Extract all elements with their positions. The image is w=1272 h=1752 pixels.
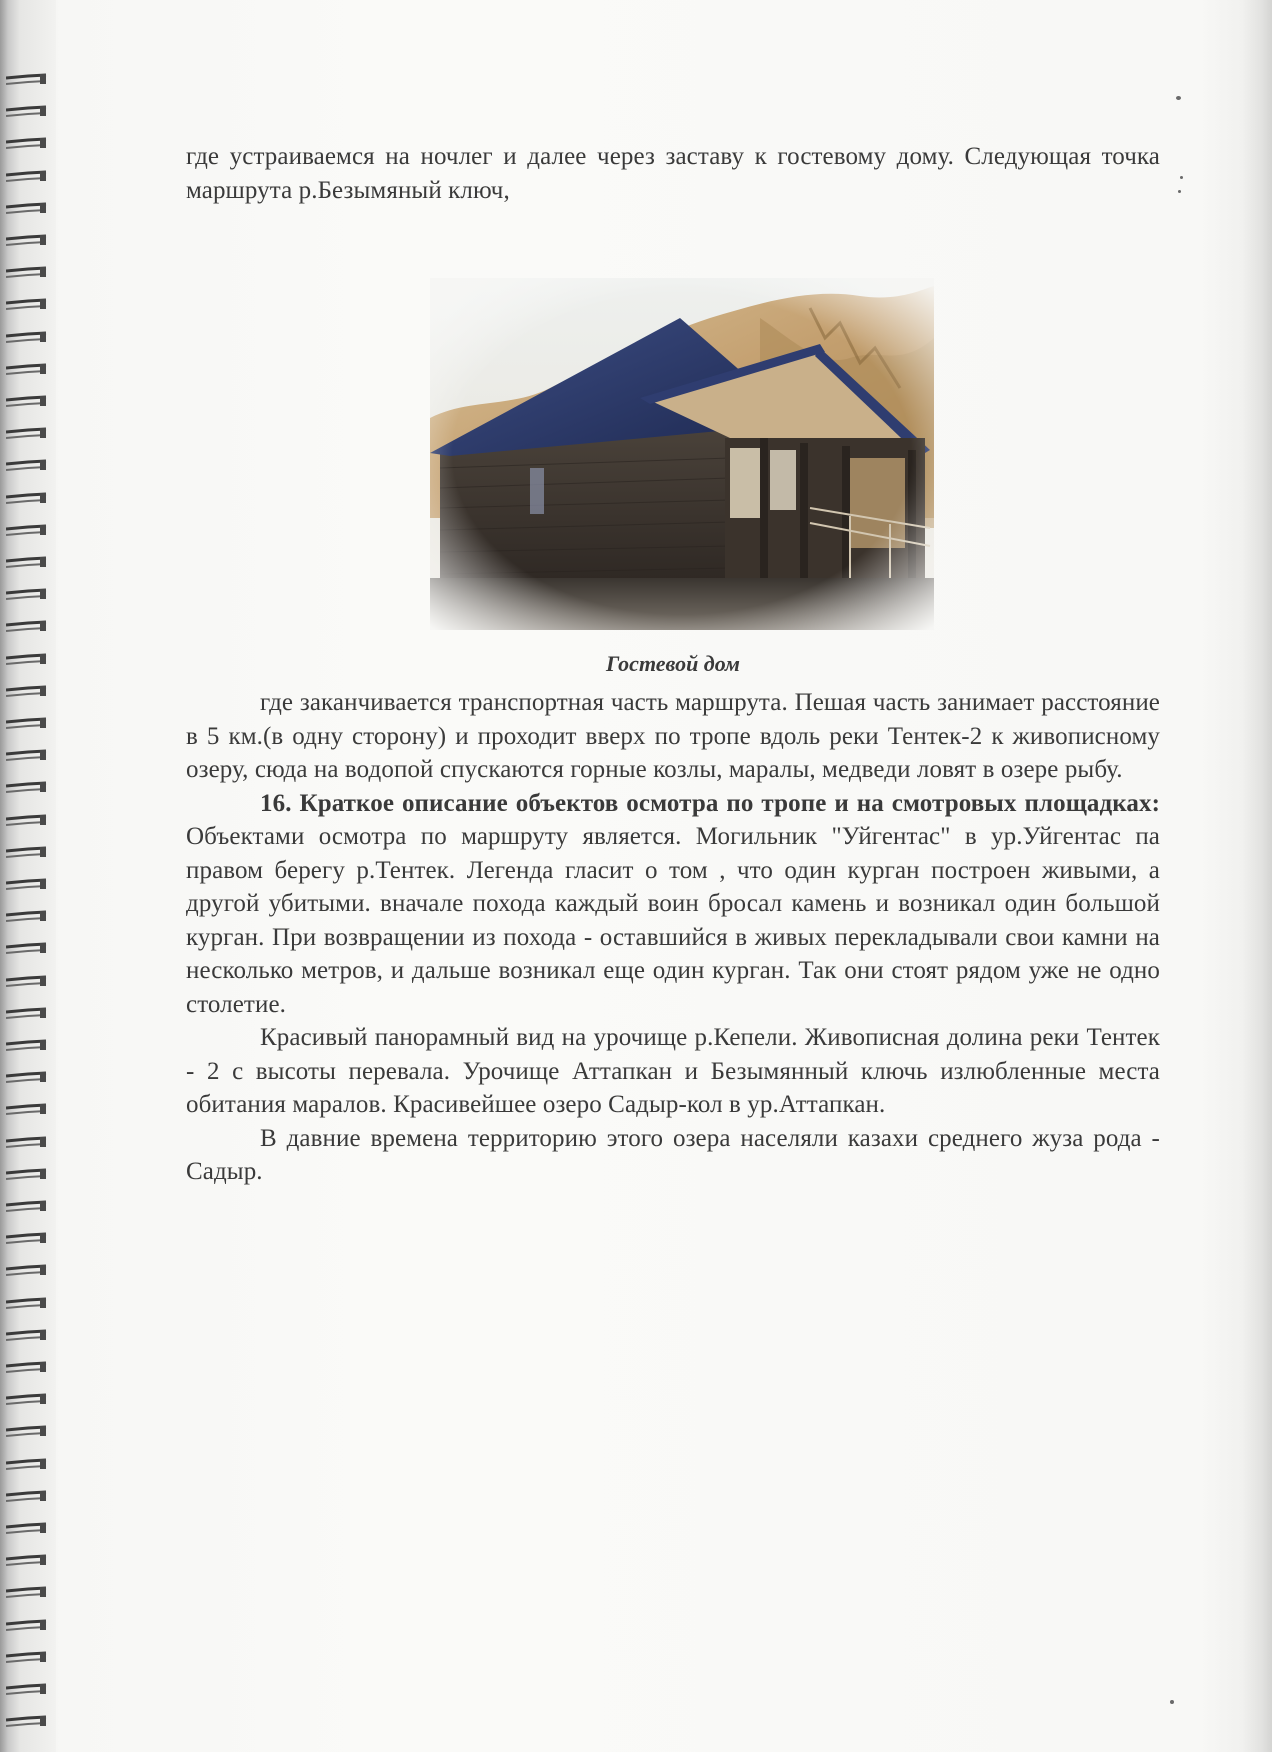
binding-ring xyxy=(6,458,50,474)
binding-ring xyxy=(6,1682,50,1698)
binding-ring xyxy=(6,201,50,217)
binding-ring xyxy=(6,491,50,507)
binding-ring xyxy=(6,1424,50,1440)
binding-ring xyxy=(6,941,50,957)
binding-ring xyxy=(6,845,50,861)
binding-ring xyxy=(6,1006,50,1022)
binding-ring xyxy=(6,265,50,281)
binding-ring xyxy=(6,1038,50,1054)
paragraph-4: Красивый панорамный вид на урочище р.Кепели. Живописная долина реки Тентек - 2 с высоты перевала. Урочище Аттапкан и Безымянный ключь излюбленные места обитания маралов. Красивейшее озеро Садыр-кол в ур.Аттапкан. xyxy=(186,1024,1160,1118)
binding-ring xyxy=(6,1489,50,1505)
scan-speck xyxy=(1170,1700,1174,1704)
binding-ring xyxy=(6,1199,50,1215)
binding-ring xyxy=(6,1360,50,1376)
spiral-binding xyxy=(0,0,56,1752)
binding-ring xyxy=(6,813,50,829)
binding-ring xyxy=(6,169,50,185)
binding-ring xyxy=(6,780,50,796)
binding-ring xyxy=(6,652,50,668)
page-edge-shadow xyxy=(1242,0,1272,1752)
binding-ring xyxy=(6,1135,50,1151)
binding-ring xyxy=(6,1553,50,1569)
scan-speck xyxy=(1180,176,1183,179)
paragraph-2: где заканчивается транспортная часть маршрута. Пешая часть занимает расстояние в 5 км.(в одну сторону) и проходит вверх по тропе вдоль реки Тентек-2 к живописному озеру, сюда на водопой спускаются горные козлы, маралы, медведи ловят в озере рыбу. xyxy=(186,689,1160,783)
binding-ring xyxy=(6,1070,50,1086)
binding-ring xyxy=(6,1231,50,1247)
binding-ring xyxy=(6,1102,50,1118)
photo-caption: Гостевой дом xyxy=(606,651,740,676)
binding-ring xyxy=(6,1167,50,1183)
binding-ring xyxy=(6,1618,50,1634)
binding-ring xyxy=(6,523,50,539)
binding-ring xyxy=(6,1392,50,1408)
binding-ring xyxy=(6,1263,50,1279)
binding-ring xyxy=(6,394,50,410)
binding-ring xyxy=(6,426,50,442)
binding-ring xyxy=(6,362,50,378)
binding-ring xyxy=(6,1714,50,1730)
binding-ring xyxy=(6,974,50,990)
binding-ring xyxy=(6,233,50,249)
binding-ring xyxy=(6,748,50,764)
binding-ring xyxy=(6,1650,50,1666)
binding-ring xyxy=(6,684,50,700)
binding-ring xyxy=(6,1585,50,1601)
binding-ring xyxy=(6,104,50,120)
section-text: Объектами осмотра по маршруту является. Могильник "Уйгентас" в ур.Уйгентас па правом берегу р.Тентек. Легенда гласит о том , что один курган построен живыми, а другой убитыми. вначале похода каждый воин бросал камень и возникал один большой курган. При возвращении из похода - оставшийся в живых перекладывали свои камни на несколько метров, и дальше возникал еще один курган. Так они стоят рядом уже не одно столетие. xyxy=(186,823,1160,1018)
paragraph-intro xyxy=(186,140,1160,207)
binding-ring xyxy=(6,297,50,313)
binding-ring xyxy=(6,555,50,571)
binding-ring xyxy=(6,330,50,346)
binding-ring xyxy=(6,877,50,893)
binding-ring xyxy=(6,1457,50,1473)
scan-speck xyxy=(1176,96,1181,100)
guest-house-photo xyxy=(430,278,934,630)
binding-ring xyxy=(6,136,50,152)
scan-speck xyxy=(1178,190,1181,193)
binding-ring xyxy=(6,1521,50,1537)
binding-ring xyxy=(6,619,50,635)
binding-ring xyxy=(6,587,50,603)
binding-ring xyxy=(6,1296,50,1312)
paragraph-3 xyxy=(186,787,1160,1022)
paragraph-5: В давние времена территорию этого озера населяли казахи среднего жуза рода - Садыр. xyxy=(186,1124,1160,1185)
binding-ring xyxy=(6,716,50,732)
binding-ring xyxy=(6,72,50,88)
paragraph-1: где устраиваемся на ночлег и далее через заставу к гостевому дому. Следующая точка маршрута р.Безымяный ключ, xyxy=(186,143,1160,204)
binding-ring xyxy=(6,909,50,925)
binding-ring xyxy=(6,1328,50,1344)
body-text xyxy=(186,686,1160,1189)
section-heading: 16. Краткое описание объектов осмотра по тропе и на смотровых площадках: xyxy=(260,789,1160,817)
